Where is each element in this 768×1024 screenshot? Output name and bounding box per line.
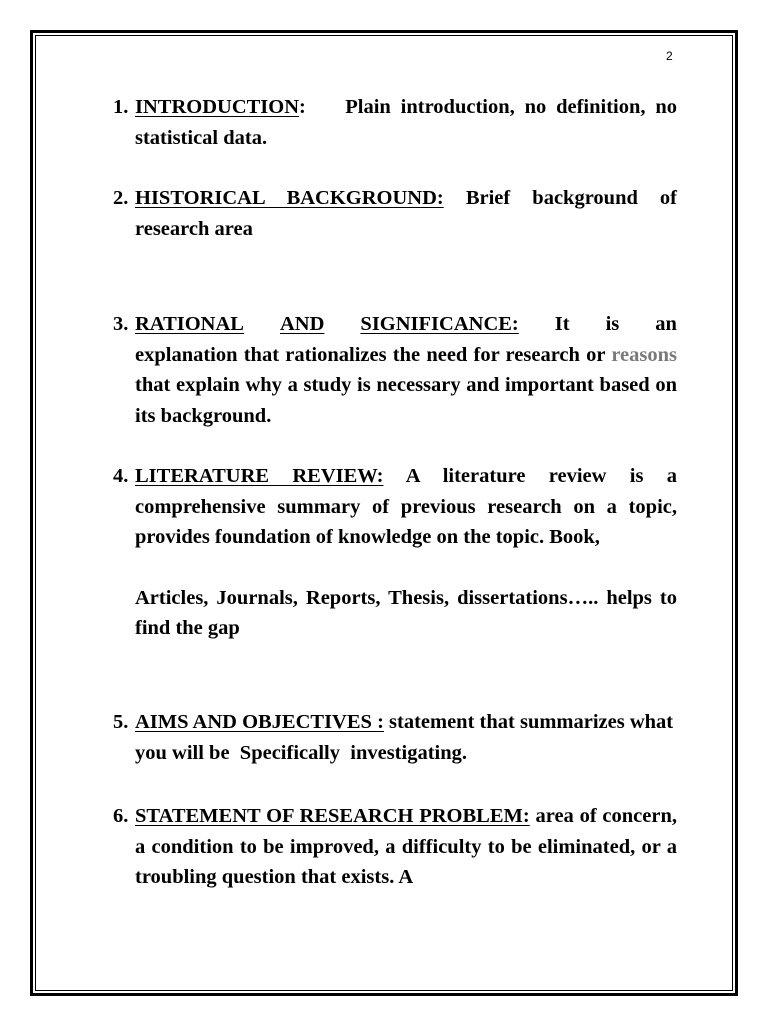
section-text: statement that summarizes what you will be Specifically investigating. (135, 711, 679, 764)
page-number: 2 (666, 49, 673, 63)
section-number: 2. (113, 187, 129, 209)
section-introduction (113, 92, 677, 153)
section-number: 1. (113, 96, 129, 118)
section-text: area of concern, a condition to be improved, a difficulty to be eliminated, or a troubling question that exists. A (135, 805, 677, 888)
section-heading: STATEMENT OF RESEARCH PROBLEM: (135, 805, 530, 827)
highlighted-word: reasons (611, 343, 678, 366)
section-heading-suffix: : (299, 96, 306, 118)
section-heading: INTRODUCTION (135, 96, 300, 118)
section-number: 4. (113, 465, 129, 487)
section-text-word: is (605, 313, 620, 335)
section-heading-word: AND (279, 313, 325, 335)
section-paragraph (135, 583, 677, 644)
section-heading: LITERATURE REVIEW: (135, 465, 384, 487)
section-historical-background (113, 183, 677, 244)
section-heading-word: SIGNIFICANCE: (360, 313, 519, 335)
section-heading-line (135, 309, 677, 340)
section-number: 5. (113, 711, 129, 733)
section-literature-review (113, 461, 677, 644)
section-number: 6. (113, 805, 129, 827)
section-text: Plain introduction, no definition, no statistical data. (135, 96, 677, 149)
section-text: Articles, Journals, Reports, Thesis, dissertations….. helps to find the gap (135, 586, 677, 639)
section-text: that explain why a study is necessary and important based on its background. (135, 374, 677, 427)
section-text: A literature review is a comprehensive summary of previous research on a topic, provides foundation of knowledge on the topic. Book, (135, 465, 677, 548)
section-text: Brief background of research area (135, 187, 678, 240)
section-heading-word: RATIONAL (135, 313, 244, 335)
section-text-word: It (554, 313, 570, 335)
section-number: 3. (113, 313, 129, 335)
section-aims-objectives (113, 707, 677, 768)
section-heading: HISTORICAL BACKGROUND: (135, 187, 444, 209)
section-research-problem (113, 801, 677, 893)
section-heading: AIMS AND OBJECTIVES : (135, 711, 384, 733)
section-text: explanation that rationalizes the need for research or (135, 343, 606, 366)
section-text-word: an (655, 313, 677, 335)
section-rational-significance (113, 309, 677, 431)
